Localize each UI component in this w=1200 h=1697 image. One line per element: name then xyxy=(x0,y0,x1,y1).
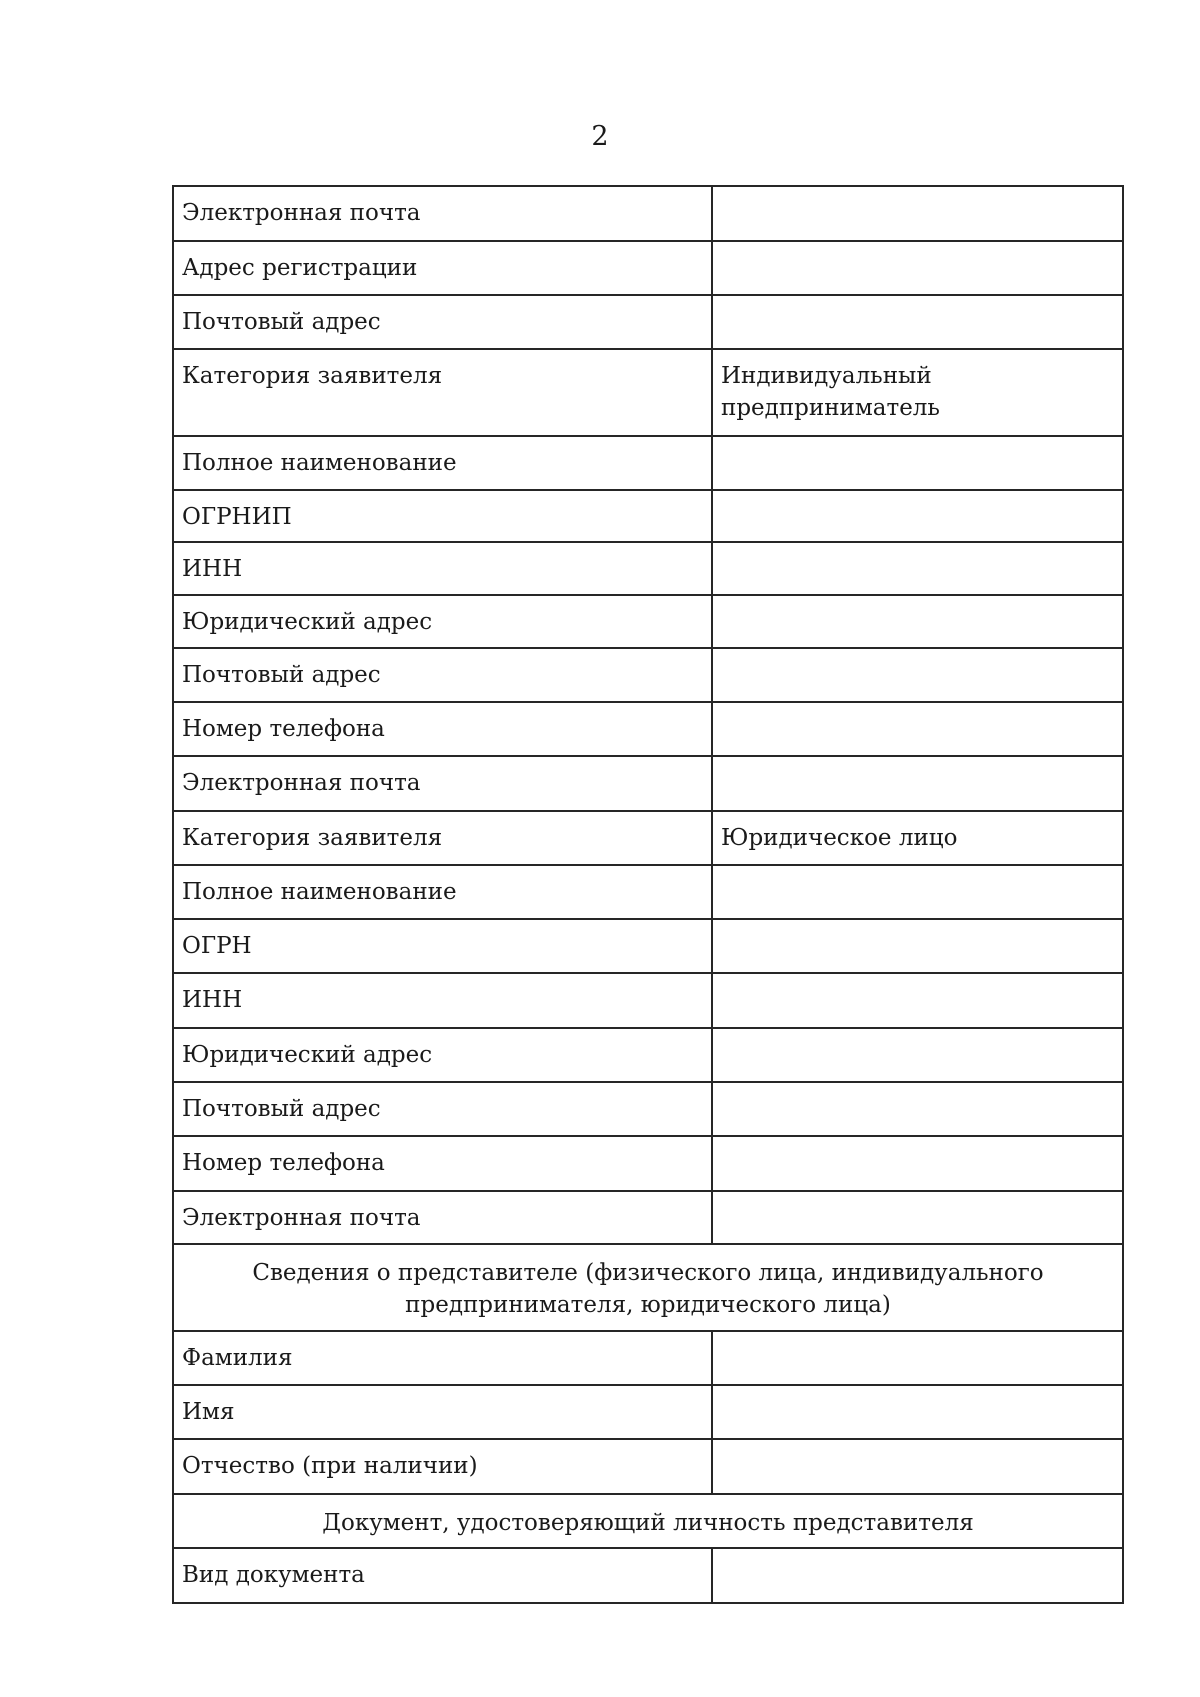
field-value-email[interactable] xyxy=(712,186,1123,241)
identity-document-section-header: Документ, удостоверяющий личность представителя xyxy=(173,1494,1123,1548)
field-value-email[interactable] xyxy=(712,1191,1123,1244)
table-row xyxy=(173,542,1123,595)
field-label-inn: ИНН xyxy=(173,973,712,1028)
table-row xyxy=(173,1548,1123,1603)
field-value-applicant-category: Индивидуальный предприниматель xyxy=(712,349,1123,436)
field-label-phone: Номер телефона xyxy=(173,1136,712,1191)
page-number: 2 xyxy=(591,121,609,152)
table-row xyxy=(173,186,1123,241)
table-row xyxy=(173,756,1123,811)
field-label-postal-address: Почтовый адрес xyxy=(173,648,712,702)
field-label-legal-address: Юридический адрес xyxy=(173,1028,712,1082)
field-label-full-name: Полное наименование xyxy=(173,436,712,490)
field-value-surname[interactable] xyxy=(712,1331,1123,1385)
table-row xyxy=(173,1028,1123,1082)
field-label-full-name: Полное наименование xyxy=(173,865,712,919)
field-label-phone: Номер телефона xyxy=(173,702,712,756)
field-value-email[interactable] xyxy=(712,756,1123,811)
section-header-row xyxy=(173,1494,1123,1548)
field-label-applicant-category: Категория заявителя xyxy=(173,811,712,865)
field-label-ogrnip: ОГРНИП xyxy=(173,490,712,542)
field-label-first-name: Имя xyxy=(173,1385,712,1439)
field-value-applicant-category: Юридическое лицо xyxy=(712,811,1123,865)
field-label-email: Электронная почта xyxy=(173,1191,712,1244)
field-value-legal-address[interactable] xyxy=(712,1028,1123,1082)
field-value-full-name[interactable] xyxy=(712,865,1123,919)
table-row xyxy=(173,295,1123,349)
field-label-email: Электронная почта xyxy=(173,186,712,241)
table-row xyxy=(173,349,1123,436)
section-header-row xyxy=(173,1244,1123,1331)
field-label-registration-address: Адрес регистрации xyxy=(173,241,712,295)
table-row xyxy=(173,648,1123,702)
table-row xyxy=(173,490,1123,542)
field-value-postal-address[interactable] xyxy=(712,1082,1123,1136)
field-label-ogrn: ОГРН xyxy=(173,919,712,973)
field-value-phone[interactable] xyxy=(712,702,1123,756)
field-value-patronymic[interactable] xyxy=(712,1439,1123,1494)
table-row xyxy=(173,595,1123,648)
field-value-document-type[interactable] xyxy=(712,1548,1123,1603)
table-row xyxy=(173,919,1123,973)
table-row xyxy=(173,702,1123,756)
table-row xyxy=(173,1331,1123,1385)
field-label-inn: ИНН xyxy=(173,542,712,595)
table-row xyxy=(173,241,1123,295)
field-label-surname: Фамилия xyxy=(173,1331,712,1385)
field-value-inn[interactable] xyxy=(712,542,1123,595)
field-value-postal-address[interactable] xyxy=(712,295,1123,349)
table-row xyxy=(173,1136,1123,1191)
field-label-postal-address: Почтовый адрес xyxy=(173,295,712,349)
field-value-phone[interactable] xyxy=(712,1136,1123,1191)
field-label-postal-address: Почтовый адрес xyxy=(173,1082,712,1136)
table-row xyxy=(173,436,1123,490)
field-label-legal-address: Юридический адрес xyxy=(173,595,712,648)
field-value-full-name[interactable] xyxy=(712,436,1123,490)
table-row xyxy=(173,811,1123,865)
field-value-ogrnip[interactable] xyxy=(712,490,1123,542)
field-value-first-name[interactable] xyxy=(712,1385,1123,1439)
table-row xyxy=(173,1191,1123,1244)
representative-section-header: Сведения о представителе (физического лица, индивидуального предпринимателя, юридического лица) xyxy=(173,1244,1123,1331)
field-value-postal-address[interactable] xyxy=(712,648,1123,702)
field-value-inn[interactable] xyxy=(712,973,1123,1028)
applicant-form-table xyxy=(172,185,1124,1604)
field-value-registration-address[interactable] xyxy=(712,241,1123,295)
field-label-patronymic: Отчество (при наличии) xyxy=(173,1439,712,1494)
table-row xyxy=(173,973,1123,1028)
field-label-email: Электронная почта xyxy=(173,756,712,811)
field-label-document-type: Вид документа xyxy=(173,1548,712,1603)
table-row xyxy=(173,1439,1123,1494)
field-value-ogrn[interactable] xyxy=(712,919,1123,973)
table-row xyxy=(173,1385,1123,1439)
field-label-applicant-category: Категория заявителя xyxy=(173,349,712,436)
field-value-legal-address[interactable] xyxy=(712,595,1123,648)
table-row xyxy=(173,865,1123,919)
table-row xyxy=(173,1082,1123,1136)
